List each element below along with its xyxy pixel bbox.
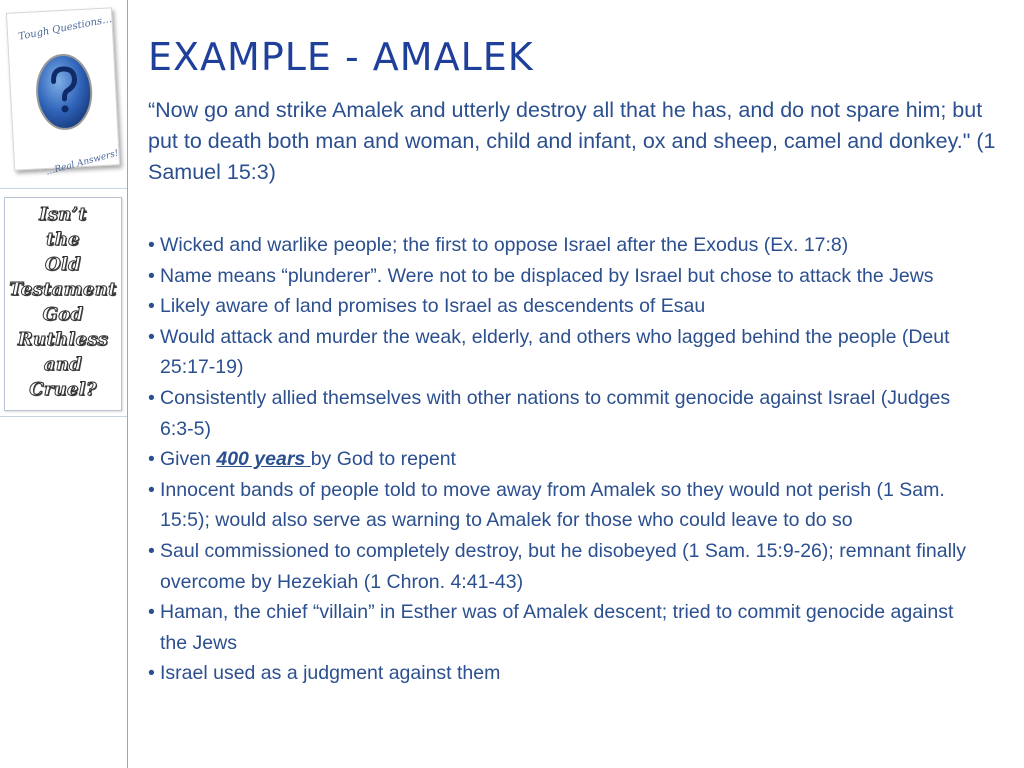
bullet-item <box>148 291 978 322</box>
bullet-marker: • <box>148 448 155 471</box>
sidebar <box>0 0 128 768</box>
sidebar-divider <box>0 416 127 417</box>
bullet-text: by God to repent <box>310 448 456 471</box>
bullet-text: Saul commissioned to completely destroy, but he disobeyed (1 Sam. 15:9-26); remnant finally overcome by Hezekiah (1 Chron. 4:41-43) <box>160 539 967 593</box>
bullet-marker: • <box>148 601 155 624</box>
bullet-item <box>148 658 978 689</box>
subtitle-line: Isn’t <box>39 204 87 225</box>
logo-bottom-text: …Real Answers! <box>44 148 120 178</box>
bullet-item <box>148 383 978 444</box>
subtitle-line: Old <box>44 254 81 275</box>
bullet-marker: • <box>148 386 155 409</box>
bullet-list <box>148 230 978 689</box>
bullet-text: Would attack and murder the weak, elderly, and others who lagged behind the people (Deut 25:17-19) <box>160 325 950 379</box>
bullet-item <box>148 230 978 261</box>
question-mark-icon <box>33 51 95 132</box>
bullet-item <box>148 322 978 383</box>
bullet-text: Likely aware of land promises to Israel as descendents of Esau <box>160 295 706 318</box>
bullet-marker: • <box>148 662 155 685</box>
bullet-marker: • <box>148 295 155 318</box>
bullet-text: Consistently allied themselves with other nations to commit genocide against Israel (Judges 6:3-5) <box>160 386 951 440</box>
series-subtitle-box <box>4 197 122 411</box>
subtitle-line: the <box>46 229 80 250</box>
bullet-item <box>148 444 978 475</box>
logo-photo-frame <box>6 7 120 178</box>
bullet-marker: • <box>148 234 155 256</box>
bullet-item <box>148 536 978 597</box>
bullet-text: Name means “plunderer”. Were not to be displaced by Israel but chose to attack the Jews <box>160 264 934 287</box>
series-logo <box>6 6 118 176</box>
subtitle-line: Testament <box>9 279 117 300</box>
bullet-item <box>148 261 978 292</box>
subtitle-line: and <box>43 354 83 375</box>
bullet-marker: • <box>148 539 155 562</box>
bullet-item <box>148 597 978 658</box>
subtitle-line: Cruel? <box>29 379 97 400</box>
bullet-text: Israel used as a judgment against them <box>160 662 501 685</box>
bullet-item <box>148 475 978 536</box>
bullet-text: Given <box>160 448 217 471</box>
slide-title: EXAMPLE - AMALEK <box>148 35 534 79</box>
subtitle-line: Ruthless <box>17 329 109 350</box>
bullet-marker: • <box>148 325 155 348</box>
bullet-text: Wicked and warlike people; the first to oppose Israel after the Exodus (Ex. 17:8) <box>160 234 849 256</box>
bullet-text: Haman, the chief “villain” in Esther was of Amalek descent; tried to commit genocide against the Jews <box>160 601 954 654</box>
series-subtitle <box>5 198 121 402</box>
bullet-text: Innocent bands of people told to move away from Amalek so they would not perish (1 Sam. 15:5); would also serve as warning to Amalek for those who could leave to do so <box>160 478 945 532</box>
bullet-emphasis: 400 years <box>216 448 311 471</box>
logo-top-text: Tough Questions… <box>17 13 113 43</box>
bullet-marker: • <box>148 478 155 501</box>
bullet-marker: • <box>148 264 155 287</box>
sidebar-divider <box>0 188 127 189</box>
scripture-quote: “Now go and strike Amalek and utterly destroy all that he has, and do not spare him; but put to death both man and woman, child and infant, ox and sheep, camel and donkey." (1 Samuel 15:3) <box>148 98 996 184</box>
subtitle-line: God <box>42 304 84 325</box>
